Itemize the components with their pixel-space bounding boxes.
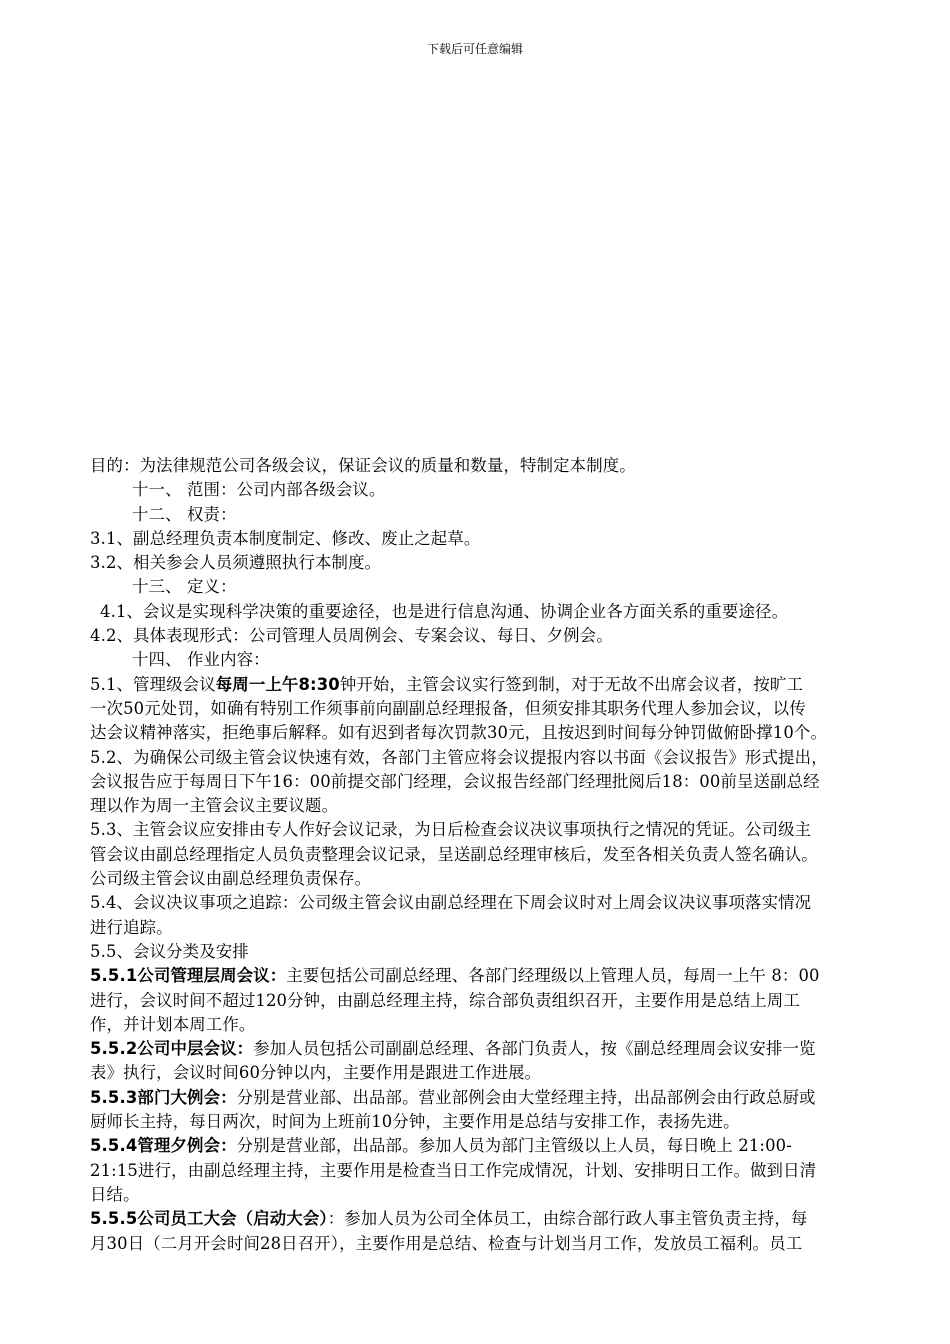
text-line — [90, 1159, 870, 1183]
document-body — [90, 454, 870, 1256]
line-bold-text: 5.5.1公司管理层周会议： — [90, 966, 287, 986]
line-text: 3.2、相关参会人员须遵照执行本制度。 — [90, 553, 382, 573]
line-text: 5.2、为确保公司级主管会议快速有效，各部门主管应将会议提报内容以书面《会议报告》形式提出， — [90, 747, 828, 767]
text-line — [90, 1013, 870, 1037]
line-text: 公司级主管会议由副总经理负责保存。 — [90, 869, 372, 889]
text-line — [90, 503, 870, 527]
text-line — [90, 1207, 870, 1231]
line-bold-text: 5.5.5公司员工大会（启动大会） — [90, 1209, 328, 1229]
line-text: 进行，会议时间不超过120分钟，由副总经理主持，综合部负责组织召开，主要作用是总结上周工 — [90, 990, 800, 1010]
text-line — [90, 794, 870, 818]
line-text: 厨师长主持，每日两次，时间为上班前10分钟，主要作用是总结与安排工作，表扬先进。 — [90, 1112, 740, 1132]
text-line — [90, 770, 870, 794]
line-text: 作，并计划本周工作。 — [90, 1014, 256, 1034]
text-line — [90, 673, 870, 697]
text-line — [90, 1061, 870, 1085]
line-text: 5.3、主管会议应安排由专人作好会议记录，为日后检查会议决议事项执行之情况的凭证。公司级主 — [90, 820, 812, 840]
text-line — [90, 527, 870, 551]
line-text: 日结。 — [90, 1184, 140, 1204]
text-line — [90, 891, 870, 915]
line-rest-text: 主要包括公司副总经理、各部门经理级以上管理人员，每周一上午 8：00 — [286, 966, 820, 986]
text-line — [90, 746, 870, 770]
line-bold-text: 5.5.3部门大例会： — [90, 1087, 237, 1107]
text-line — [90, 648, 870, 672]
line-bold-text: 每周一上午8:30 — [215, 674, 340, 694]
text-line — [90, 697, 870, 721]
line-text: 3.1、副总经理负责本制度制定、修改、废止之起草。 — [90, 528, 481, 548]
line-bold-text: 5.5.2公司中层会议： — [90, 1039, 254, 1059]
text-line — [90, 478, 870, 502]
text-line — [90, 940, 870, 964]
line-rest-text: 分别是营业部、出品部。营业部例会由大堂经理主持，出品部例会由行政总厨或 — [236, 1087, 816, 1107]
line-text: 5.5、会议分类及安排 — [90, 941, 249, 961]
text-line — [90, 1086, 870, 1110]
text-line — [90, 551, 870, 575]
text-line — [90, 867, 870, 891]
text-line — [90, 818, 870, 842]
text-line — [90, 964, 870, 988]
line-text: 4.2、具体表现形式：公司管理人员周例会、专案会议、每日、夕例会。 — [90, 626, 613, 646]
text-line — [90, 1232, 870, 1256]
line-text: 月30日（二月开会时间28日召开），主要作用是总结、检查与计划当月工作，发放员工福利。员工 — [90, 1233, 803, 1253]
line-text: 十一、 范围：公司内部各级会议。 — [132, 480, 386, 500]
line-bold-text: 5.5.4管理夕例会： — [90, 1136, 237, 1156]
line-text: 目的：为法律规范公司各级会议，保证会议的质量和数量，特制定本制度。 — [90, 456, 636, 475]
line-text: 达会议精神落实，拒绝事后解释。如有迟到者每次罚款30元，且按迟到时间每分钟罚做俯卧撑10个。 — [90, 723, 828, 743]
line-text: 十三、 定义： — [132, 577, 237, 597]
text-line — [90, 843, 870, 867]
line-text: 5.4、会议决议事项之追踪：公司级主管会议由副总经理在下周会议时对上周会议决议事项落实情况 — [90, 893, 812, 913]
line-text: 理以作为周一主管会议主要议题。 — [90, 796, 339, 816]
line-rest-text: 分别是营业部，出品部。参加人员为部门主管级以上人员，每日晚上 21:00- — [236, 1136, 792, 1156]
line-rest-text: 参加人员包括公司副副总经理、各部门负责人，按《副总经理周会议安排一览 — [253, 1039, 816, 1059]
line-text: 4.1、会议是实现科学决策的重要途径，也是进行信息沟通、协调企业各方面关系的重要途径。 — [100, 601, 789, 621]
page-header: 下载后可任意编辑 — [426, 42, 523, 56]
line-text: 十四、 作业内容： — [132, 650, 270, 670]
text-line — [90, 989, 870, 1013]
line-text: 十二、 权责： — [132, 504, 237, 524]
text-line — [90, 1134, 870, 1158]
line-text: 一次50元处罚，如确有特别工作须事前向副副总经理报备，但须安排其职务代理人参加会议，以传 — [90, 698, 806, 718]
text-line — [90, 916, 870, 940]
line-text: 21:15进行，由副总经理主持，主要作用是检查当日工作完成情况，计划、安排明日工作。做到日清 — [90, 1160, 817, 1180]
text-line — [90, 600, 870, 624]
text-line — [90, 1183, 870, 1207]
line-text: 管会议由副总经理指定人员负责整理会议记录，呈送副总经理审核后，发至各相关负责人签名确认。 — [90, 844, 818, 864]
line-text: 进行追踪。 — [90, 917, 173, 937]
line-text: 会议报告应于每周日下午16：00前提交部门经理，会议报告经部门经理批阅后18：00前呈送副总经 — [90, 771, 820, 791]
line-text: 表》执行，会议时间60分钟以内，主要作用是跟进工作进展。 — [90, 1063, 542, 1083]
line-text: 5.1、管理级会议 — [90, 674, 216, 694]
text-line — [90, 1110, 870, 1134]
text-line — [90, 721, 870, 745]
line-rest-text: 钟开始，主管会议实行签到制，对于无故不出席会议者，按旷工 — [339, 674, 803, 694]
text-line — [90, 575, 870, 599]
text-line — [90, 1037, 870, 1061]
text-line — [90, 454, 870, 478]
line-rest-text: ：参加人员为公司全体员工，由综合部行政人事主管负责主持，每 — [327, 1209, 808, 1229]
text-line — [90, 624, 870, 648]
